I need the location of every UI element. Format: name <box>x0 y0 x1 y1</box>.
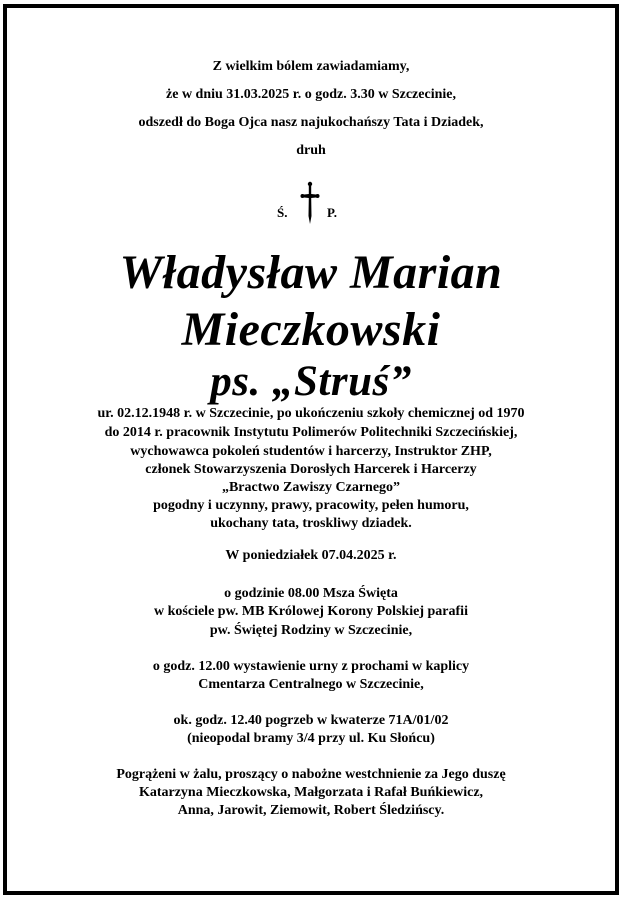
ceremony-date: W poniedziałek 07.04.2025 r. <box>225 548 397 563</box>
cross-icon <box>300 180 320 226</box>
sp-marker <box>0 180 622 230</box>
bio-line: pogodny i uczynny, prawy, pracowity, pełen humoru, <box>153 498 469 513</box>
bio-line: członek Stowarzyszenia Dorosłych Harcerek i Harcerzy <box>145 462 477 477</box>
intro-line: druh <box>296 143 326 158</box>
intro-line: Z wielkim bólem zawiadamiamy, <box>212 59 410 74</box>
mourners-line: Anna, Jarowit, Ziemowit, Robert Śledzińscy. <box>177 803 445 818</box>
bio-line: wychowawca pokoleń studentów i harcerzy, Instruktor ZHP, <box>130 444 492 459</box>
urn-line: o godz. 12.00 wystawienie urny z prochami w kaplicy <box>152 659 470 674</box>
bio-line: ukochany tata, troskliwy dziadek. <box>210 516 412 531</box>
deceased-name-last: Mieczkowski <box>181 303 441 356</box>
mourners-line: Katarzyna Mieczkowska, Małgorzata i Rafał Buńkiewicz, <box>138 785 484 800</box>
bio-line: „Bractwo Zawiszy Czarnego” <box>221 480 401 495</box>
bio-line: ur. 02.12.1948 r. w Szczecinie, po ukończeniu szkoły chemicznej od 1970 <box>97 406 525 421</box>
intro-line: że w dniu 31.03.2025 r. o godz. 3.30 w Szczecinie, <box>166 87 456 102</box>
sp-right-label: P. <box>327 205 337 220</box>
bio-line: do 2014 r. pracownik Instytutu Polimerów Politechniki Szczecińskiej, <box>104 425 518 440</box>
intro-line: odszedł do Boga Ojca nasz najukochańszy Tata i Dziadek, <box>138 115 484 130</box>
urn-line: Cmentarza Centralnego w Szczecinie, <box>198 677 424 692</box>
nickname: ps. „Struś” <box>210 358 412 405</box>
mass-line: w kościele pw. MB Królowej Korony Polskiej parafii <box>154 604 468 619</box>
mass-line: o godzinie 08.00 Msza Święta <box>224 586 398 601</box>
deceased-name-first: Władysław Marian <box>119 246 503 299</box>
sp-left-label: Ś. <box>277 205 288 220</box>
burial-line: (nieopodal bramy 3/4 przy ul. Ku Słońcu) <box>187 731 435 746</box>
mourners-line: Pogrążeni w żalu, proszący o nabożne westchnienie za Jego duszę <box>116 767 506 782</box>
mass-line: pw. Świętej Rodziny w Szczecinie, <box>209 623 413 638</box>
burial-line: ok. godz. 12.40 pogrzeb w kwaterze 71A/01/02 <box>173 713 449 728</box>
